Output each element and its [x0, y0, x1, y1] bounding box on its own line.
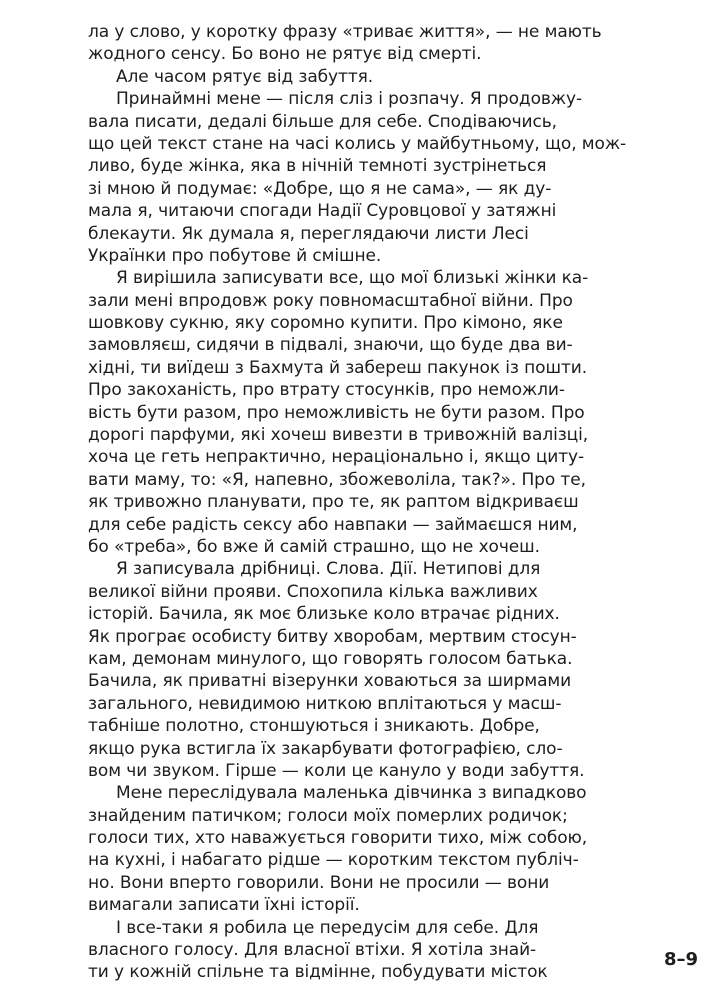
page-number: 8–9	[663, 949, 698, 970]
text-line: хідні, ти виїдеш з Бахмута й забереш пакунок із пошти.	[88, 357, 587, 378]
text-line: зі мною й подумає: «Добре, що я не сама», — як ду-	[88, 178, 552, 199]
paragraph-first-line: Принаймні мене — після сліз і розпачу. Я продовжу-	[116, 89, 583, 110]
text-line: вимагали записати їхні історії.	[88, 895, 360, 916]
text-line: вати маму, то: «Я, напевно, збожеволіла, так?». Про те,	[88, 469, 586, 490]
text-line: зали мені впродовж року повномасштабної війни. Про	[88, 290, 573, 311]
text-line: шовкову сукню, яку соромно купити. Про кімоно, яке	[88, 313, 563, 334]
text-line: Бачила, як приватні візерунки ховаються за ширмами	[88, 671, 572, 692]
text-line: великої війни прояви. Спохопила кілька важливих	[88, 581, 538, 602]
text-line: замовляєш, сидячи в підвалі, знаючи, що буде два ви-	[88, 335, 573, 356]
text-line: знайденим патичком; голоси моїх померлих родичок;	[88, 805, 568, 826]
body-text	[88, 21, 688, 984]
text-line: вом чи звуком. Гірше — коли це кануло у води забуття.	[88, 760, 585, 781]
text-line: що цей текст стане на часі колись у майбутньому, що, мож-	[88, 133, 627, 154]
paragraph-first-line: Я вирішила записувати все, що мої близькі жінки ка-	[116, 268, 589, 289]
text-line: як тривожно планувати, про те, як раптом відкриваєш	[88, 492, 579, 513]
paragraph-first-line: Мене переслідувала маленька дівчинка з випадково	[116, 783, 587, 804]
text-line: Про закоханість, про втрату стосунків, про неможли-	[88, 380, 565, 401]
text-line: історій. Бачила, як моє близьке коло втрачає рідних.	[88, 604, 560, 625]
text-line: жодного сенсу. Бо воно не рятує від смерті.	[88, 44, 482, 65]
text-line: но. Вони вперто говорили. Вони не просили — вони	[88, 872, 550, 893]
paragraph-first-line: І все-таки я робила це передусім для себе. Для	[116, 917, 539, 938]
paragraph-first-line: Але часом рятує від забуття.	[116, 66, 374, 87]
text-line: якщо рука встигла їх закарбувати фотографією, сло-	[88, 738, 563, 759]
text-line: на кухні, і набагато рідше — коротким текстом публіч-	[88, 850, 579, 871]
text-line: голоси тих, хто наважується говорити тихо, між собою,	[88, 828, 588, 849]
paragraph-first-line: Я записувала дрібниці. Слова. Дії. Нетипові для	[116, 559, 541, 580]
text-line: ти у кожній спільне та відмінне, побудувати місток	[88, 962, 548, 983]
text-line: блекаути. Як думала я, переглядаючи листи Лесі	[88, 223, 529, 244]
text-line: ла у слово, у коротку фразу «триває життя», — не мають	[88, 22, 602, 42]
text-line: табніше полотно, стоншуються і зникають. Добре,	[88, 716, 540, 737]
text-line: вала писати, дедалі більше для себе. Сподіваючись,	[88, 111, 557, 132]
text-line: мала я, читаючи спогади Надії Суровцової у затяжні	[88, 201, 557, 222]
text-line: дорогі парфуми, які хочеш вивезти в тривожній валізці,	[88, 425, 589, 446]
text-line: Як програє особисту битву хворобам, мертвим стосун-	[88, 626, 577, 647]
text-line: для себе радість сексу або навпаки — займаєшся ним,	[88, 514, 578, 535]
text-line: власного голосу. Для власної втіхи. Я хотіла знай-	[88, 940, 537, 961]
text-line: вість бути разом, про неможливість не бути разом. Про	[88, 402, 585, 423]
text-line: загального, невидимою ниткою вплітаються у масш-	[88, 693, 562, 714]
text-line: хоча це геть непрактично, нераціонально і, якщо циту-	[88, 447, 585, 468]
text-line: ливо, буде жінка, яка в нічній темноті зустрінеться	[88, 156, 547, 177]
text-line: Українки про побутове й смішне.	[88, 245, 382, 266]
text-line: бо «треба», бо вже й самій страшно, що не хочеш.	[88, 536, 540, 557]
text-line: кам, демонам минулого, що говорять голосом батька.	[88, 648, 573, 669]
